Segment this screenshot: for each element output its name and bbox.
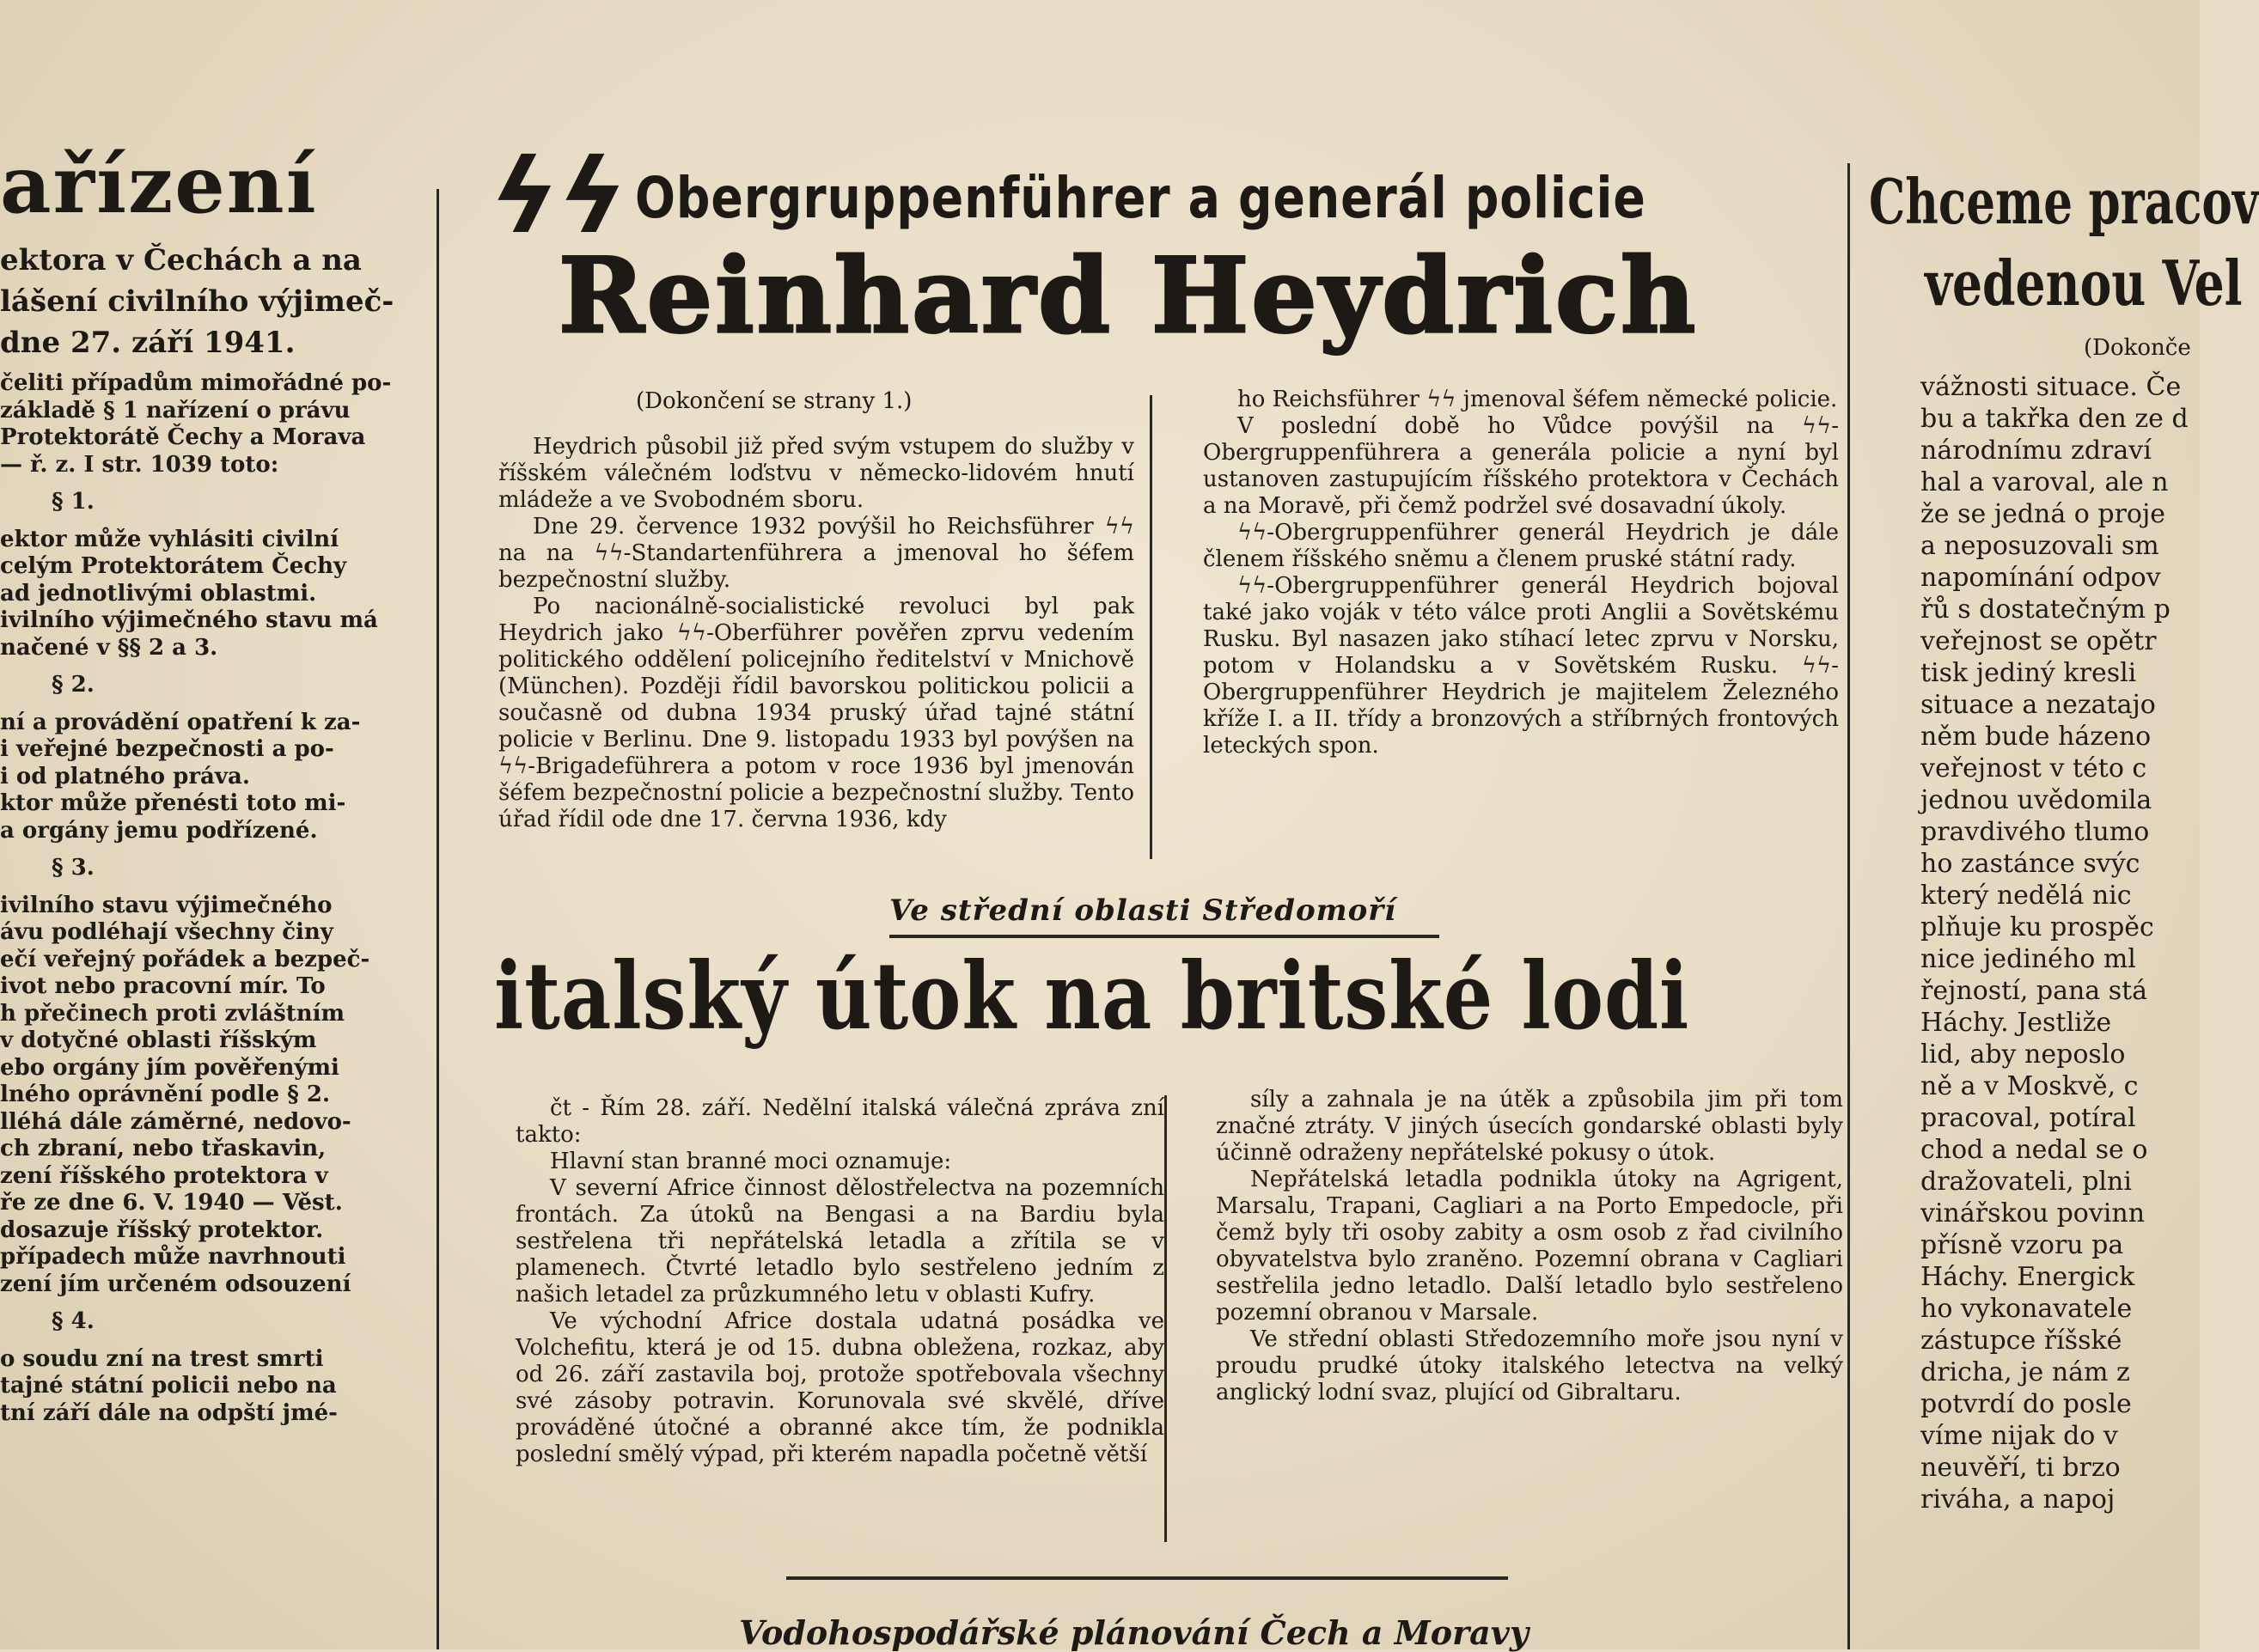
text-line: tisk jediný kresli	[1920, 658, 2137, 688]
text-line: ečí veřejný pořádek a bezpeč-	[0, 946, 370, 972]
text-line: zástupce říšské	[1920, 1326, 2122, 1356]
text-line: neuvěří, ti brzo	[1920, 1453, 2121, 1483]
text-line: víme nijak do v	[1920, 1421, 2118, 1451]
paragraph: ϟϟ-Obergruppenführer generál Heydrich bojoval také jako voják v této válce proti Anglii a Sovětskému Rusku. Byl nasazen jako stíhací letec zprvu v Norsku, potom v Holandsku a v Sovětském Rusku. ϟϟ-Obergruppenführer Heydrich je majitelem Železného kříže I. a II. třídy a bronzových a stříbrných frontových leteckých spon.	[1203, 573, 1839, 759]
text-line: dražovateli, plni	[1920, 1167, 2132, 1197]
text-line: — ř. z. I str. 1039 toto:	[0, 451, 279, 478]
paragraph: Heydrich působil již před svým vstupem do služby v říšském válečném loďstvu v německo-lidovém hnutí mládeže a ve Svobodném sboru.	[498, 434, 1134, 513]
text-line: § 1.	[52, 489, 95, 515]
text-line: ivilního stavu výjimečného	[0, 892, 333, 918]
kicker-underline	[889, 935, 1439, 938]
paragraph: Ve střední oblasti Středozemního moře jsou nyní v proudu prudké útoky italského letectva na velký anglický lodní svaz, plující od Gibraltaru.	[1216, 1326, 1843, 1405]
text-line: ní a provádění opatření k za-	[0, 709, 361, 735]
ss-runes-icon: ϟϟ	[479, 137, 637, 257]
text-line: dosazuje říšský protektor.	[0, 1216, 324, 1243]
heydrich-col-left	[498, 434, 1134, 833]
paragraph: V poslední době ho Vůdce povýšil na ϟϟ-Obergruppenführera a generála policie a nyní byl ustanoven zastupujícím říšského protektora v Čechách a na Moravě, při čemž podržel své dosavadní úkoly.	[1203, 413, 1839, 519]
text-line: vážnosti situace. Če	[1920, 372, 2182, 402]
text-line: o soudu zní na trest smrti	[0, 1345, 324, 1372]
column-rule-mid-upper	[1150, 395, 1152, 859]
text-line: řů s dostatečným p	[1920, 594, 2170, 625]
italian-col-right	[1216, 1087, 1843, 1406]
text-line: načené v §§ 2 a 3.	[0, 634, 218, 661]
text-line: § 2.	[52, 672, 95, 698]
text-line: dricha, je nám z	[1920, 1357, 2130, 1387]
text-line: ho zastánce svýc	[1920, 849, 2140, 879]
text-line: v dotyčné oblasti říšským	[0, 1027, 317, 1053]
paragraph: ϟϟ-Obergruppenführer generál Heydrich je dále členem říšského sněmu a členem pruské státní rady.	[1203, 520, 1839, 572]
column-rule-right	[1847, 163, 1850, 1649]
text-line: ektor může vyhlásiti civilní	[0, 526, 339, 552]
decree-column	[0, 138, 421, 1649]
paragraph: čt - Řím 28. září. Nedělní italská válečná zpráva zní takto:	[516, 1095, 1164, 1148]
right-headline-2: vedenou Vel	[1925, 247, 2243, 320]
text-line: ivilního výjimečného stavu má	[0, 607, 378, 633]
text-line: ebo orgány jím pověřenými	[0, 1054, 339, 1081]
text-line: něm bude házeno	[1920, 722, 2152, 752]
text-line: plňuje ku prospěc	[1920, 912, 2154, 942]
text-line: ktor může přenésti toto mi-	[0, 790, 346, 816]
right-headline-1: Chceme pracov	[1869, 165, 2259, 238]
text-line: h přečinech proti zvláštním	[0, 1000, 345, 1027]
text-line: celým Protektorátem Čechy	[0, 553, 347, 579]
text-line: Háchy. Jestliže	[1920, 1008, 2112, 1038]
text-line: ře ze dne 6. V. 1940 — Věst.	[0, 1190, 343, 1216]
text-line: národnímu zdraví	[1920, 436, 2152, 466]
rank-line	[479, 137, 1839, 257]
text-line: ně a v Moskvě, c	[1920, 1071, 2139, 1101]
paragraph: ho Reichsführer ϟϟ jmenoval šéfem německé policie.	[1237, 387, 1838, 412]
text-line: a orgány jemu podřízené.	[0, 817, 318, 844]
italian-col-left	[516, 1095, 1164, 1468]
right-body	[1920, 371, 2200, 1515]
text-line: hal a varoval, ale n	[1920, 467, 2169, 497]
text-line: § 3.	[52, 855, 95, 881]
bottom-headline: Vodohospodářské plánování Čech a Moravy	[739, 1613, 1529, 1652]
text-line: ávu podléhají všechny činy	[0, 919, 333, 945]
text-line: i od platného práva.	[0, 763, 250, 789]
right-article	[1869, 163, 2259, 1649]
text-line: zení říšského protektora v	[0, 1162, 328, 1189]
text-line: případech může navrhnouti	[0, 1244, 346, 1270]
text-line: nice jediného ml	[1920, 944, 2136, 974]
text-line: lášení civilního výjimeč-	[0, 284, 394, 319]
text-line: který nedělá nic	[1920, 881, 2132, 911]
text-line: Protektorátě Čechy a Morava	[0, 424, 366, 450]
text-line: jednou uvědomila	[1920, 785, 2152, 815]
paragraph: V severní Africe činnost dělostřelectva na pozemních frontách. Za útoků na Bengasi a na Bardiu byla sestřelena tři nepřátelská letadla a zřítila se v plamenech. Čtvrté letadlo bylo sestřeleno jedním z našich letadel za průzkumného letu v oblasti Kufry.	[516, 1175, 1164, 1308]
column-rule-left	[437, 189, 439, 1649]
text-line: ch zbraní, nebo třaskavin,	[0, 1136, 327, 1161]
decree-intro	[0, 240, 421, 363]
paragraph: Ve východní Africe dostala udatná posádka ve Volchefitu, která je od 15. dubna obležena, rozkaz, aby od 26. září zastavila boj, protože spotřebovala všechny své zásoby potravin. Korunovala své skvělé, dříve prováděné útočné a obranné akce tím, že podnikla poslední smělý výpad, při kterém napadla početně větší	[516, 1308, 1164, 1467]
text-line: ektora v Čechách a na	[0, 243, 362, 277]
text-line: § 4.	[52, 1308, 95, 1334]
text-line: potvrdí do posle	[1920, 1389, 2132, 1419]
article-name-headline: Reinhard Heydrich	[559, 235, 1699, 357]
text-line: lléhá dále záměrné, nedovo-	[0, 1108, 351, 1135]
text-line: riváha, a napoj	[1920, 1484, 2116, 1515]
text-line: bu a takřka den ze d	[1920, 404, 2189, 434]
text-line: ho vykonavatele	[1920, 1294, 2133, 1324]
text-line: tajné státní policii nebo na	[0, 1373, 337, 1399]
text-line: veřejnost se opětr	[1920, 626, 2157, 656]
text-line: přísně vzoru pa	[1920, 1230, 2124, 1260]
text-line: veřejnost v této c	[1920, 753, 2147, 783]
text-line: lného oprávnění podle § 2.	[0, 1082, 331, 1107]
bottom-divider	[786, 1576, 1508, 1580]
paragraph: síly a zahnala je na útěk a způsobila jim při tom značné ztráty. V jiných úsecích gondarské oblasti byly účinně odraženy nepřátelské pokusy o útok.	[1216, 1087, 1843, 1166]
column-rule-mid-lower	[1164, 1095, 1167, 1542]
text-line: Háchy. Energick	[1920, 1262, 2135, 1292]
heydrich-col-right	[1203, 387, 1839, 759]
text-line: i veřejné bezpečnosti a po-	[0, 736, 334, 762]
paragraph: Nepřátelská letadla podnikla útoky na Agrigent, Marsalu, Trapani, Cagliari a na Porto Empedocle, při čemž byly tři osoby zabity a osm osob z řad civilního obyvatelstva bylo zraněno. Pozemní obrana v Cagliari sestřelila jedno letadlo. Další letadlo bylo sestřeleno pozemní obranou v Marsale.	[1216, 1167, 1843, 1326]
italian-headline: italský útok na britské lodi	[494, 942, 1690, 1051]
paragraph: Hlavní stan branné moci oznamuje:	[550, 1149, 952, 1174]
text-line: čeliti případům mimořádné po-	[0, 370, 392, 396]
decree-body	[0, 370, 421, 1427]
text-line: pracoval, potíral	[1920, 1103, 2136, 1133]
text-line: a neposuzovali sm	[1920, 531, 2159, 561]
text-line: základě § 1 nařízení o právu	[0, 397, 351, 424]
paragraph: Dne 29. července 1932 povýšil ho Reichsführer ϟϟ na na ϟϟ-Standartenführera a jmenoval ho šéfem bezpečnostní služby.	[498, 514, 1134, 593]
text-line: zení jím určeném odsouzení	[0, 1271, 351, 1297]
decree-heading: ařízení	[0, 138, 318, 231]
text-line: pravdivého tlumo	[1920, 817, 2150, 847]
rank-title: Obergruppenführer a generál policie	[635, 164, 1647, 231]
paragraph: Po nacionálně-socialistické revoluci byl pak Heydrich jako ϟϟ-Oberführer pověřen zprvu vedením politického oddělení policejního ředitelství v Mnichově (München). Později řídil bavorskou politickou policii a současně od dubna 1934 pruský úřad tajné státní policie v Berlinu. Dne 9. listopadu 1933 byl povýšen na ϟϟ-Brigadeführera a potom v roce 1936 byl jmenován šéfem bezpečnostní policie a bezpečnostní služby. Tento úřad řídil ode dne 17. června 1936, kdy	[498, 594, 1134, 832]
text-line: napomínání odpov	[1920, 563, 2161, 593]
text-line: řejností, pana stá	[1920, 976, 2148, 1006]
text-line: dne 27. září 1941.	[0, 326, 296, 360]
right-continued: (Dokonče	[2084, 335, 2191, 361]
text-line: ad jednotlivými oblastmi.	[0, 580, 317, 607]
text-line: ivot nebo pracovní mír. To	[0, 973, 326, 999]
continued-note: (Dokončení se strany 1.)	[636, 388, 913, 414]
text-line: tní září dále na odpští jmé-	[0, 1399, 338, 1426]
kicker-label: Ve střední oblasti Středomoří	[889, 893, 1397, 928]
text-line: situace a nezatajo	[1920, 690, 2156, 720]
text-line: chod a nedal se o	[1920, 1135, 2148, 1165]
text-line: lid, aby neposlo	[1920, 1039, 2126, 1070]
text-line: že se jedná o proje	[1920, 499, 2166, 529]
text-line: vinářskou povinn	[1920, 1198, 2146, 1228]
